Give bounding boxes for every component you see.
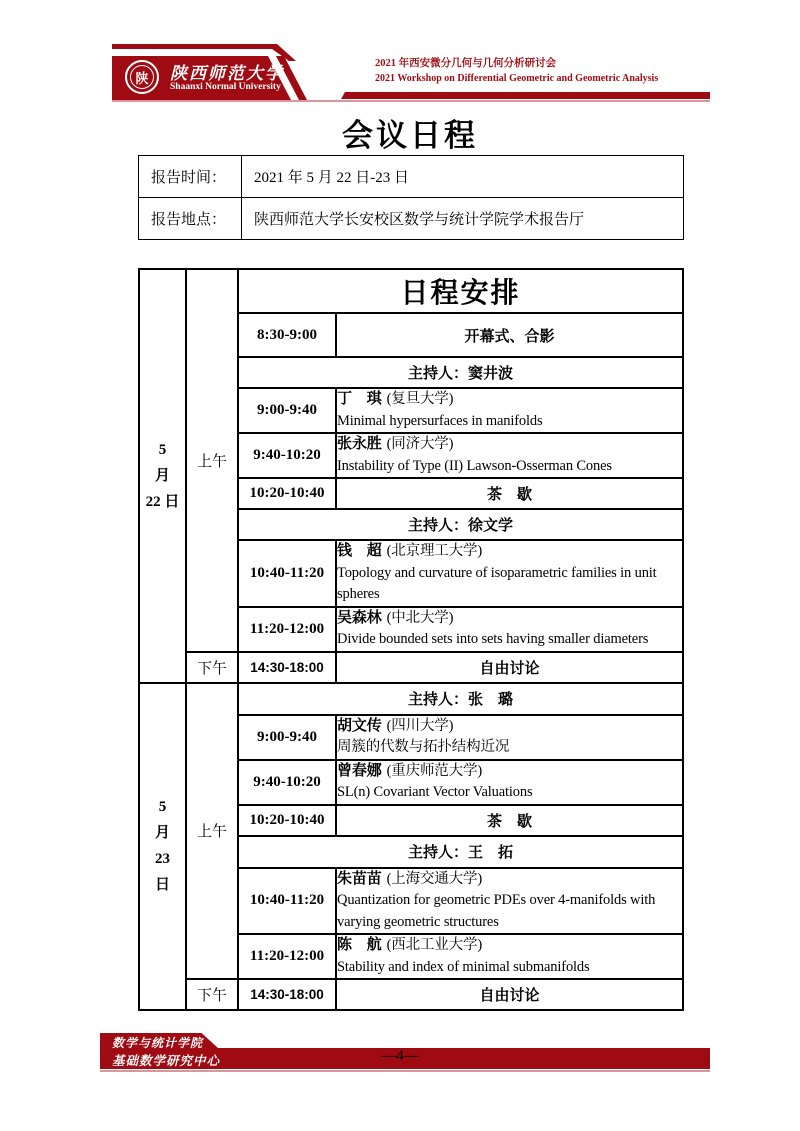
info-label-location: 报告地点： — [139, 198, 242, 240]
university-seal-icon — [125, 60, 159, 94]
talk-speaker-line — [337, 935, 682, 957]
talk-speaker-line — [337, 869, 682, 891]
speaker-name: 吴森林 — [337, 609, 382, 626]
info-table — [138, 155, 684, 240]
discussion-text: 自由讨论 — [336, 979, 683, 1010]
speaker-name: 丁 琪 — [337, 391, 382, 407]
header-banner-graphic — [0, 0, 800, 110]
info-value-location: 陕西师范大学长安校区数学与统计学院学术报告厅 — [242, 198, 684, 240]
talk-cell — [336, 868, 683, 935]
university-name-en: Shaanxi Normal University — [170, 82, 281, 92]
footer-center-name: 基础数学研究中心 — [112, 1054, 221, 1068]
afternoon-cell-day1: 下午 — [186, 652, 238, 683]
talk-title: Topology and curvature of isoparametric families in unit spheres — [337, 564, 657, 602]
speaker-affiliation: (中北大学) — [386, 609, 454, 626]
date-cell-day1 — [139, 269, 186, 683]
talk-speaker-line — [337, 716, 682, 738]
talk-cell — [336, 388, 683, 433]
talk-time: 9:40-10:20 — [238, 433, 336, 478]
footer-school-name: 数学与统计学院 — [112, 1036, 204, 1050]
table-row-chair — [139, 683, 683, 715]
discussion-time: 14:30-18:00 — [238, 979, 336, 1010]
date-line: 日 — [154, 877, 170, 894]
talk-time: 9:00-9:40 — [238, 388, 336, 433]
talk-title: Instability of Type (II) Lawson-Osserman Cones — [337, 457, 612, 474]
discussion-text: 自由讨论 — [336, 652, 683, 683]
speaker-name: 钱 超 — [337, 543, 382, 559]
talk-cell — [336, 540, 683, 607]
speaker-affiliation: (北京理工大学) — [386, 543, 483, 559]
speaker-affiliation: (上海交通大学) — [386, 870, 483, 887]
table-row-discussion — [139, 652, 683, 683]
talk-speaker-line — [337, 761, 682, 783]
talk-cell — [336, 934, 683, 979]
speaker-name: 曾春娜 — [337, 762, 382, 779]
speaker-name: 陈 航 — [337, 937, 382, 953]
talk-title: Quantization for geometric PDEs over 4-manifolds with varying geometric structures — [337, 892, 656, 930]
speaker-affiliation: (复旦大学) — [386, 391, 454, 407]
afternoon-cell-day2: 下午 — [186, 979, 238, 1010]
session-chair: 主持人：窦井波 — [238, 357, 683, 388]
talk-speaker-line — [337, 541, 682, 563]
talk-time: 11:20-12:00 — [238, 934, 336, 979]
talk-cell — [336, 433, 683, 478]
session-chair: 主持人：徐文学 — [238, 509, 683, 540]
morning-cell-day2: 上午 — [186, 683, 238, 980]
date-line: 23 — [155, 851, 170, 868]
workshop-title-en: 2021 Workshop on Differential Geometric and Geometric Analysis — [375, 73, 659, 84]
table-row-discussion — [139, 979, 683, 1010]
speaker-name: 胡文传 — [337, 717, 382, 734]
talk-time: 9:40-10:20 — [238, 760, 336, 805]
talk-time: 10:40-11:20 — [238, 540, 336, 607]
morning-cell-day1: 上午 — [186, 269, 238, 652]
footer-accent-strip — [100, 1070, 710, 1072]
talk-speaker-line — [337, 389, 682, 411]
date-line: 22 日 — [145, 493, 180, 510]
talk-time: 10:40-11:20 — [238, 868, 336, 935]
break-text: 茶 歇 — [336, 478, 683, 509]
schedule-table — [138, 268, 684, 1011]
info-label-time: 报告时间： — [139, 156, 242, 198]
talk-cell — [336, 607, 683, 652]
talk-title: 周簇的代数与拓扑结构近况 — [337, 739, 510, 755]
date-cell-day2 — [139, 683, 186, 1011]
talk-title: Minimal hypersurfaces in manifolds — [337, 412, 543, 429]
talk-time: 11:20-12:00 — [238, 607, 336, 652]
date-line: 5 — [158, 799, 167, 816]
break-time: 10:20-10:40 — [238, 805, 336, 836]
info-value-time: 2021 年 5 月 22 日-23 日 — [242, 156, 684, 198]
event-text: 开幕式、合影 — [336, 313, 683, 357]
date-line: 月 — [154, 825, 170, 842]
speaker-affiliation: (西北工业大学) — [386, 937, 483, 953]
speaker-name: 张永胜 — [337, 436, 382, 452]
talk-speaker-line — [337, 434, 682, 456]
talk-title: SL(n) Covariant Vector Valuations — [337, 784, 533, 800]
session-chair: 主持人：张 璐 — [238, 683, 683, 715]
page-title: 会议日程 — [342, 118, 478, 153]
talk-time: 9:00-9:40 — [238, 715, 336, 760]
talk-title: Divide bounded sets into sets having smaller diameters — [337, 631, 649, 647]
speaker-name: 朱苗苗 — [337, 870, 382, 887]
speaker-affiliation: (重庆师范大学) — [386, 762, 483, 779]
break-time: 10:20-10:40 — [238, 478, 336, 509]
date-line: 月 — [154, 467, 170, 484]
discussion-time: 14:30-18:00 — [238, 652, 336, 683]
workshop-title-cn: 2021 年西安微分几何与几何分析研讨会 — [375, 58, 557, 69]
talk-title: Stability and index of minimal submanifolds — [337, 958, 590, 975]
workshop-titles — [375, 56, 658, 86]
schedule-table-title: 日程安排 — [238, 269, 683, 313]
break-text: 茶 歇 — [336, 805, 683, 836]
info-row-time — [139, 156, 684, 198]
speaker-affiliation: (四川大学) — [386, 717, 454, 734]
date-line: 5 — [158, 441, 167, 458]
talk-cell — [336, 760, 683, 805]
session-chair: 主持人：王 拓 — [238, 836, 683, 868]
info-row-location — [139, 198, 684, 240]
page-number: —4— — [381, 1048, 419, 1064]
speaker-affiliation: (同济大学) — [386, 436, 454, 452]
talk-speaker-line — [337, 608, 682, 630]
schedule-header-row — [139, 269, 683, 313]
university-name-cn: 陕西师范大学 — [170, 64, 284, 83]
event-time: 8:30-9:00 — [238, 313, 336, 357]
seal-character: 陕 — [130, 65, 154, 89]
talk-cell — [336, 715, 683, 760]
